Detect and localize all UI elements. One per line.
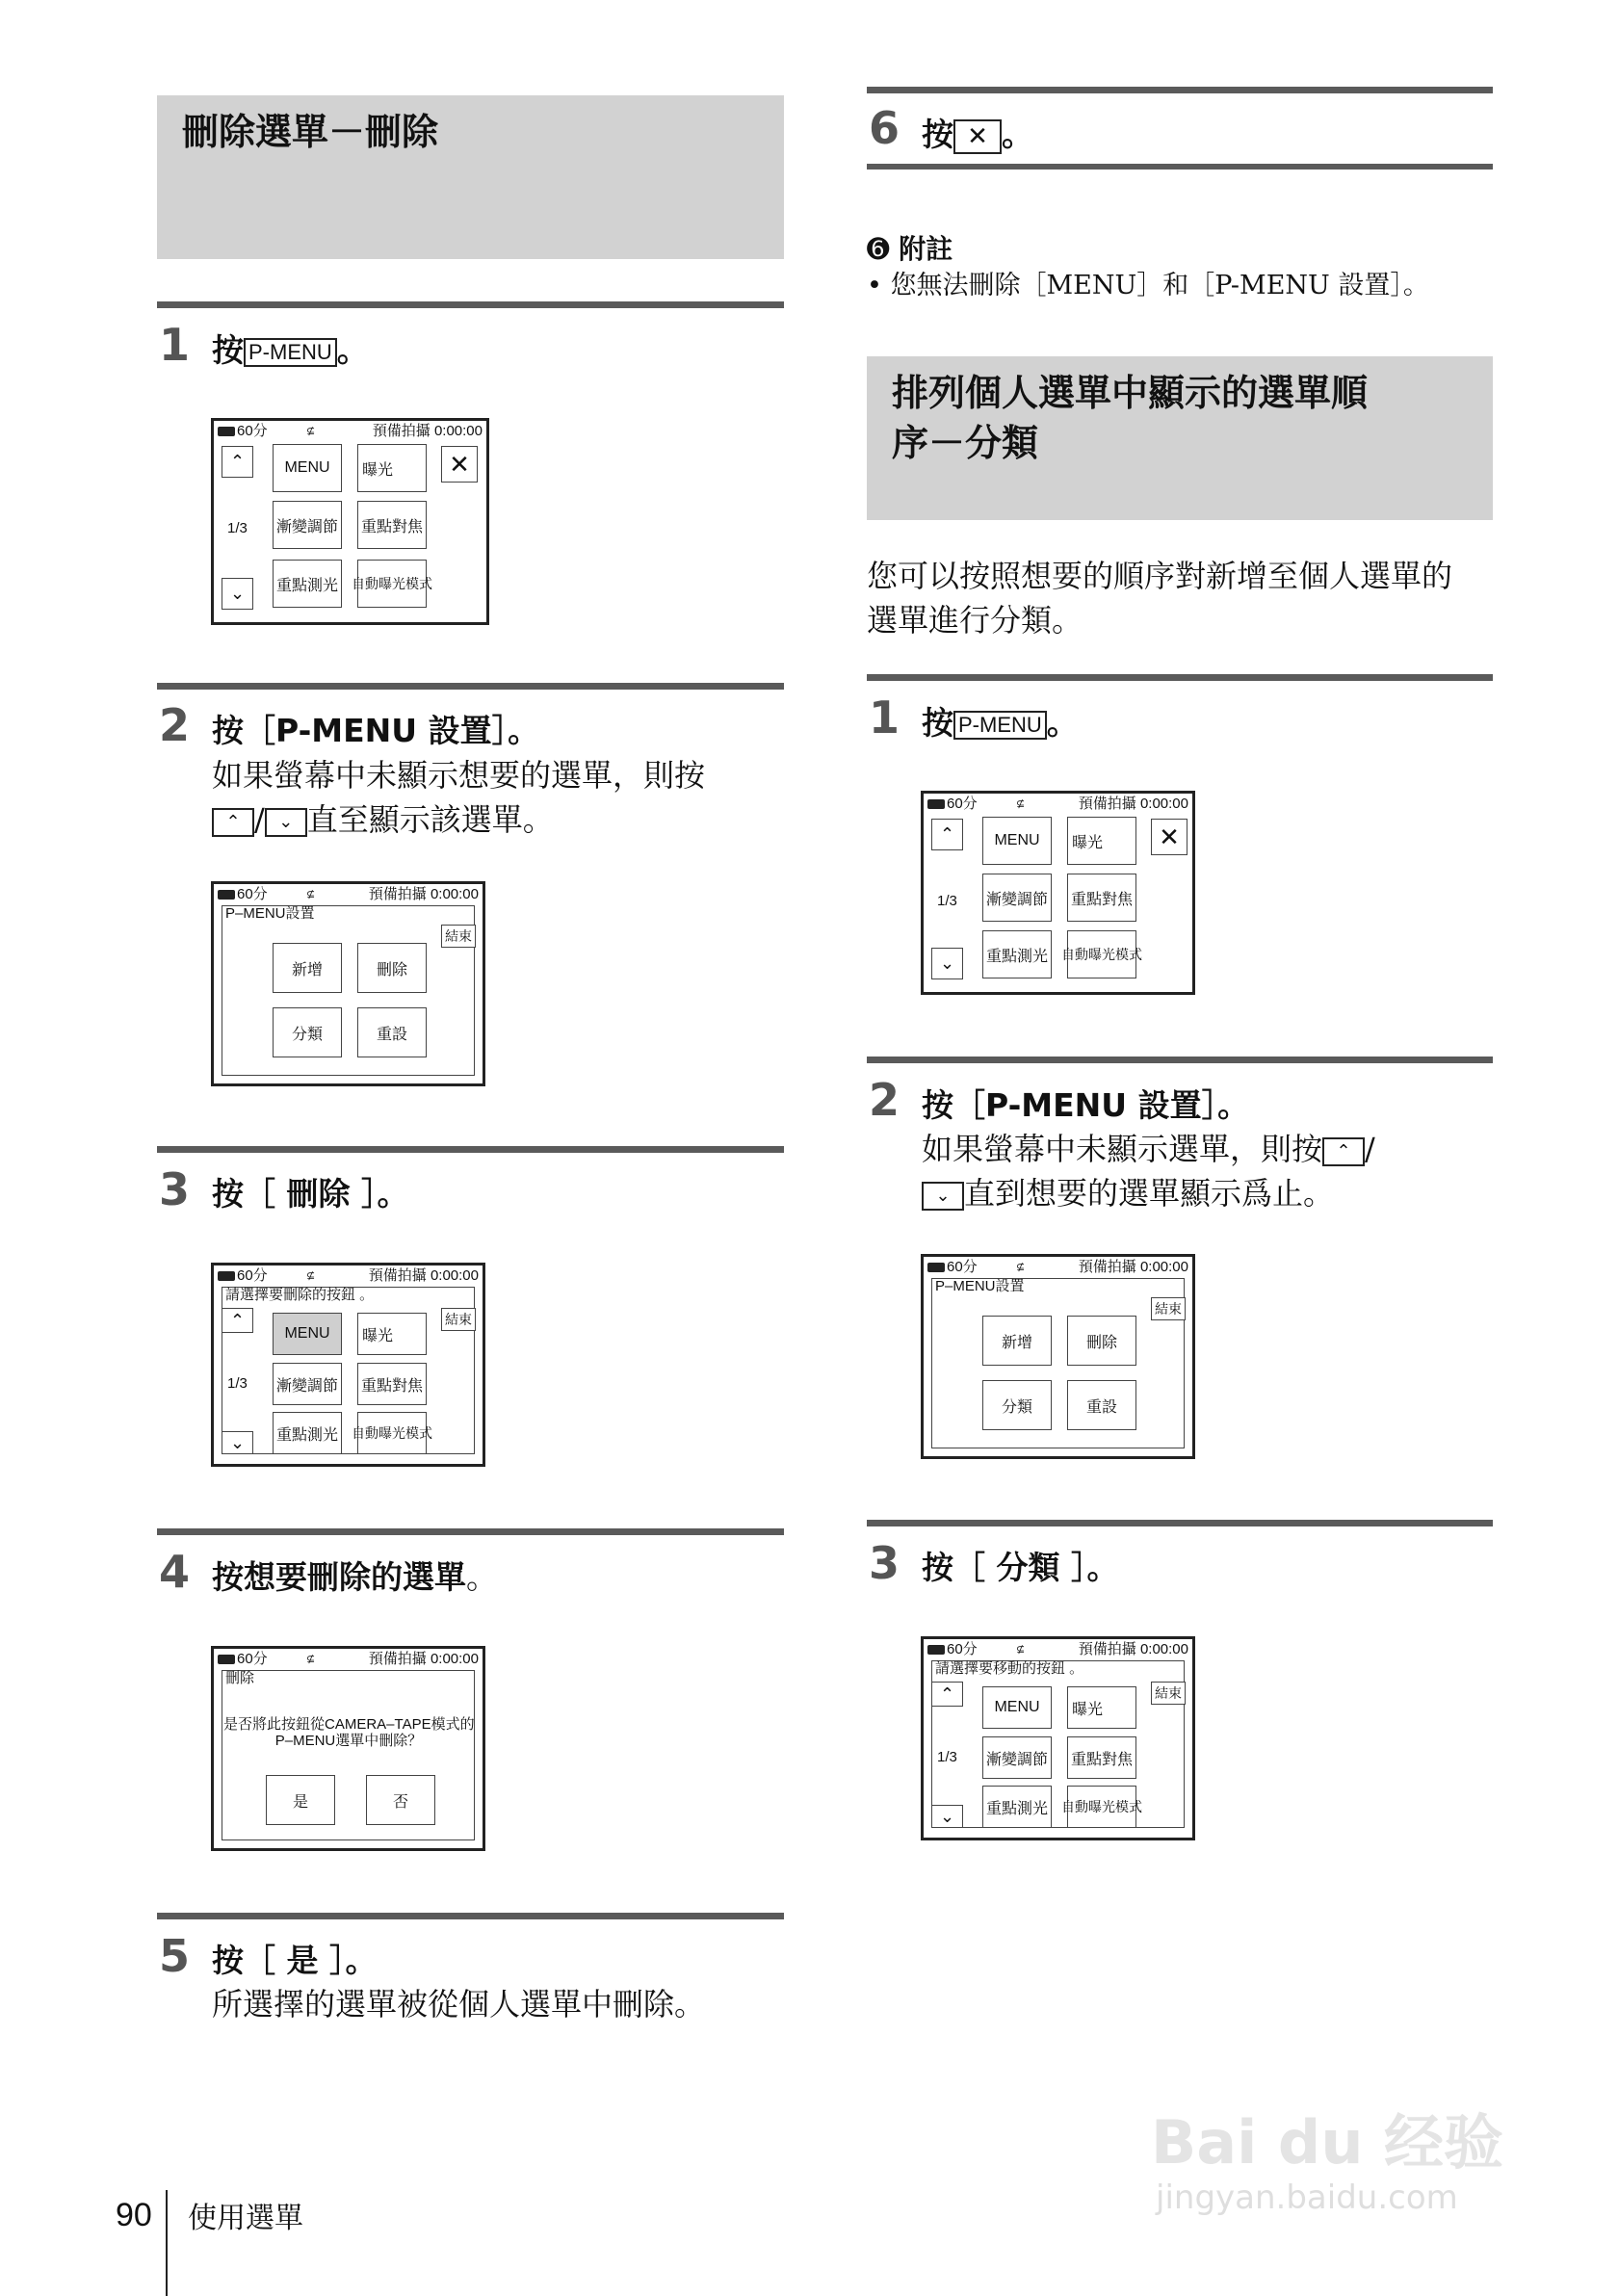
step-rule [867, 164, 1493, 170]
step-number: 1 [159, 319, 191, 371]
scroll-down-button[interactable]: ⌄ [931, 1805, 963, 1828]
mode-icon: ⊈ [306, 889, 316, 900]
fader-button[interactable]: 漸變調節 [273, 1363, 342, 1405]
add-button[interactable]: 新增 [982, 1316, 1052, 1366]
mode-icon: ⊈ [1016, 798, 1026, 810]
status-bar: 60分 ⊈ 預備拍攝 0:00:00 [218, 422, 483, 441]
step-description: 如果螢幕中未顯示想要的選單，則按 ⌃ / ⌄ 直至顯示該選單。 [212, 757, 706, 838]
mode-icon: ⊈ [1016, 1262, 1026, 1273]
scroll-up-button[interactable]: ⌃ [222, 1308, 253, 1333]
sort-button[interactable]: 分類 [982, 1380, 1052, 1430]
section-title: 刪除選單－刪除 [182, 111, 439, 153]
exposure-button[interactable]: 曝光 [1067, 817, 1136, 865]
spot-meter-button[interactable]: 重點測光 [982, 930, 1052, 978]
step-number: 2 [159, 699, 191, 751]
watermark-logo: Bai du 经验 [1151, 2107, 1504, 2178]
scroll-up-button[interactable]: ⌃ [931, 1682, 963, 1707]
reset-button[interactable]: 重設 [1067, 1380, 1136, 1430]
scroll-down-icon: ⌄ [922, 1182, 964, 1211]
battery-icon [927, 1263, 945, 1272]
status-bar: 60分 ⊈ 預備拍攝 0:00:00 [927, 1640, 1188, 1659]
step-rule [867, 674, 1493, 681]
footer-section: 使用選單 [188, 2202, 303, 2235]
spot-focus-button[interactable]: 重點對焦 [357, 1363, 427, 1405]
scroll-down-button[interactable]: ⌄ [222, 1431, 253, 1454]
battery-icon [927, 1645, 945, 1655]
scroll-up-button[interactable]: ⌃ [931, 819, 963, 850]
scroll-down-button[interactable]: ⌄ [222, 578, 253, 610]
scroll-up-button[interactable]: ⌃ [222, 446, 253, 478]
scroll-down-button[interactable]: ⌄ [931, 948, 963, 979]
p-menu-button-ref: P-MENU [953, 711, 1047, 740]
auto-exposure-button[interactable]: 自動曝光模式 [1067, 930, 1136, 978]
status-bar: 60分 ⊈ 預備拍攝 0:00:00 [218, 885, 479, 904]
lcd-screen-pmenu-setup [921, 1254, 1195, 1459]
add-button[interactable]: 新增 [273, 943, 342, 993]
menu-button[interactable]: MENU [982, 1686, 1052, 1729]
status-bar: 60分 ⊈ 預備拍攝 0:00:00 [218, 1650, 479, 1669]
section-heading-delete [157, 95, 784, 259]
mode-icon: ⊈ [1016, 1644, 1026, 1656]
prompt-text: 請選擇要移動的按鈕 。 [935, 1660, 1084, 1677]
menu-button[interactable]: MENU [273, 1313, 342, 1355]
dialog-frame [931, 1660, 1185, 1828]
spot-meter-button[interactable]: 重點測光 [982, 1786, 1052, 1828]
note-text: • 您無法刪除［MENU］和［P-MENU 設置］。 [867, 271, 1429, 300]
step-rule [157, 1528, 784, 1535]
no-button[interactable]: 否 [366, 1775, 435, 1825]
page-indicator: 1/3 [937, 893, 957, 909]
menu-button[interactable]: MENU [982, 817, 1052, 865]
dialog-frame [931, 1278, 1185, 1448]
dialog-frame [222, 905, 475, 1076]
lcd-screen-pmenu-setup [211, 881, 485, 1086]
scroll-up-icon: ⌃ [1322, 1137, 1365, 1166]
mode-icon: ⊈ [306, 426, 316, 437]
dialog-title: 刪除 [225, 1670, 255, 1686]
dialog-title: P–MENU設置 [225, 905, 315, 922]
step-number: 3 [869, 1537, 900, 1589]
battery-icon [218, 1271, 235, 1281]
delete-button[interactable]: 刪除 [1067, 1316, 1136, 1366]
intro-text: 您可以按照想要的順序對新增至個人選單的 選單進行分類。 [867, 558, 1453, 639]
step-title: 按［ 是 ］。 [212, 1942, 378, 1979]
page-number: 90 [116, 2197, 152, 2233]
exposure-button[interactable]: 曝光 [1067, 1686, 1136, 1729]
auto-exposure-button[interactable]: 自動曝光模式 [357, 1412, 427, 1454]
battery-icon [218, 427, 235, 436]
step-description: 如果螢幕中未顯示選單，則按 ⌃ / ⌄ 直到想要的選單顯示爲止。 [922, 1131, 1375, 1212]
menu-button[interactable]: MENU [273, 444, 342, 492]
page-indicator: 1/3 [227, 1375, 248, 1392]
step-rule [157, 683, 784, 690]
fader-button[interactable]: 漸變調節 [982, 874, 1052, 922]
step-rule [157, 1146, 784, 1153]
spot-focus-button[interactable]: 重點對焦 [1067, 874, 1136, 922]
step-number: 4 [159, 1546, 191, 1598]
status-bar: 60分 ⊈ 預備拍攝 0:00:00 [927, 795, 1188, 814]
lcd-screen-select-delete [211, 1263, 485, 1467]
note-heading: ➏ 附註 [867, 233, 953, 265]
battery-icon [218, 1655, 235, 1664]
exposure-button[interactable]: 曝光 [357, 1313, 427, 1355]
battery-icon [927, 799, 945, 809]
step-rule [157, 1913, 784, 1919]
watermark-url: jingyan.baidu.com [1156, 2179, 1458, 2217]
lcd-screen-select-move [921, 1636, 1195, 1840]
end-button[interactable]: 結束 [1151, 1682, 1186, 1705]
lcd-screen-delete-confirm [211, 1646, 485, 1851]
step-number: 3 [159, 1163, 191, 1215]
step-title: 按［P-MENU 設置］。 [212, 712, 540, 749]
end-button[interactable]: 結束 [441, 925, 476, 948]
prompt-text: 請選擇要刪除的按鈕 。 [225, 1287, 375, 1303]
exposure-button[interactable]: 曝光 [357, 444, 427, 492]
step-description: 所選擇的選單被從個人選單中刪除。 [212, 1986, 706, 2022]
lcd-screen-pmenu [921, 791, 1195, 995]
step-rule [867, 87, 1493, 93]
mode-icon: ⊈ [306, 1654, 316, 1665]
yes-button[interactable]: 是 [266, 1775, 335, 1825]
dialog-title: P–MENU設置 [935, 1278, 1025, 1294]
step-number: 1 [869, 691, 900, 744]
battery-icon [218, 890, 235, 900]
step-title: 按［ 分類 ］。 [922, 1549, 1119, 1586]
step-title: 按想要刪除的選單。 [212, 1558, 498, 1596]
step-rule [867, 1057, 1493, 1063]
scroll-up-icon: ⌃ [212, 808, 254, 837]
footer-divider [166, 2190, 168, 2296]
delete-button[interactable]: 刪除 [357, 943, 427, 993]
end-button[interactable]: 結束 [1151, 1297, 1186, 1320]
dialog-frame [222, 1670, 475, 1840]
fader-button[interactable]: 漸變調節 [273, 501, 342, 549]
scroll-down-icon: ⌄ [265, 808, 307, 837]
step-number: 5 [159, 1930, 191, 1982]
step-title: 按 P-MENU 。 [212, 331, 369, 369]
step-rule [157, 301, 784, 308]
section-heading-sort: 排列個人選單中顯示的選單順 序－分類 [867, 356, 1493, 520]
dialog-frame [222, 1287, 475, 1454]
step-title: 按 P-MENU 。 [922, 704, 1079, 742]
fader-button[interactable]: 漸變調節 [982, 1736, 1052, 1779]
spot-focus-button[interactable]: 重點對焦 [1067, 1736, 1136, 1779]
confirm-message: 是否將此按鈕從CAMERA–TAPE模式的 P–MENU選單中刪除？ [223, 1716, 475, 1749]
note-icon: ➏ [867, 233, 890, 265]
status-bar: 60分 ⊈ 預備拍攝 0:00:00 [218, 1266, 479, 1286]
sort-button[interactable]: 分類 [273, 1007, 342, 1057]
page-indicator: 1/3 [937, 1749, 957, 1765]
page-indicator: 1/3 [227, 520, 248, 536]
step-rule [867, 1520, 1493, 1526]
spot-focus-button[interactable]: 重點對焦 [357, 501, 427, 549]
p-menu-button-ref: P-MENU [244, 338, 337, 367]
reset-button[interactable]: 重設 [357, 1007, 427, 1057]
step-title: 按［ 刪除 ］。 [212, 1175, 409, 1213]
end-button[interactable]: 結束 [441, 1308, 476, 1331]
mode-icon: ⊈ [306, 1270, 316, 1282]
step-number: 2 [869, 1074, 900, 1126]
lcd-screen-pmenu [211, 418, 489, 625]
close-icon[interactable]: ✕ [441, 446, 478, 483]
auto-exposure-button[interactable]: 自動曝光模式 [1067, 1786, 1136, 1828]
spot-meter-button[interactable]: 重點測光 [273, 560, 342, 608]
auto-exposure-button[interactable]: 自動曝光模式 [357, 560, 427, 608]
close-icon: ✕ [953, 119, 1002, 154]
spot-meter-button[interactable]: 重點測光 [273, 1412, 342, 1454]
step-title: 按 ✕ 。 [922, 116, 1033, 153]
status-bar: 60分 ⊈ 預備拍攝 0:00:00 [927, 1258, 1188, 1277]
step-title: 按［P-MENU 設置］。 [922, 1086, 1250, 1124]
step-number: 6 [869, 102, 900, 154]
close-icon[interactable]: ✕ [1151, 819, 1187, 855]
